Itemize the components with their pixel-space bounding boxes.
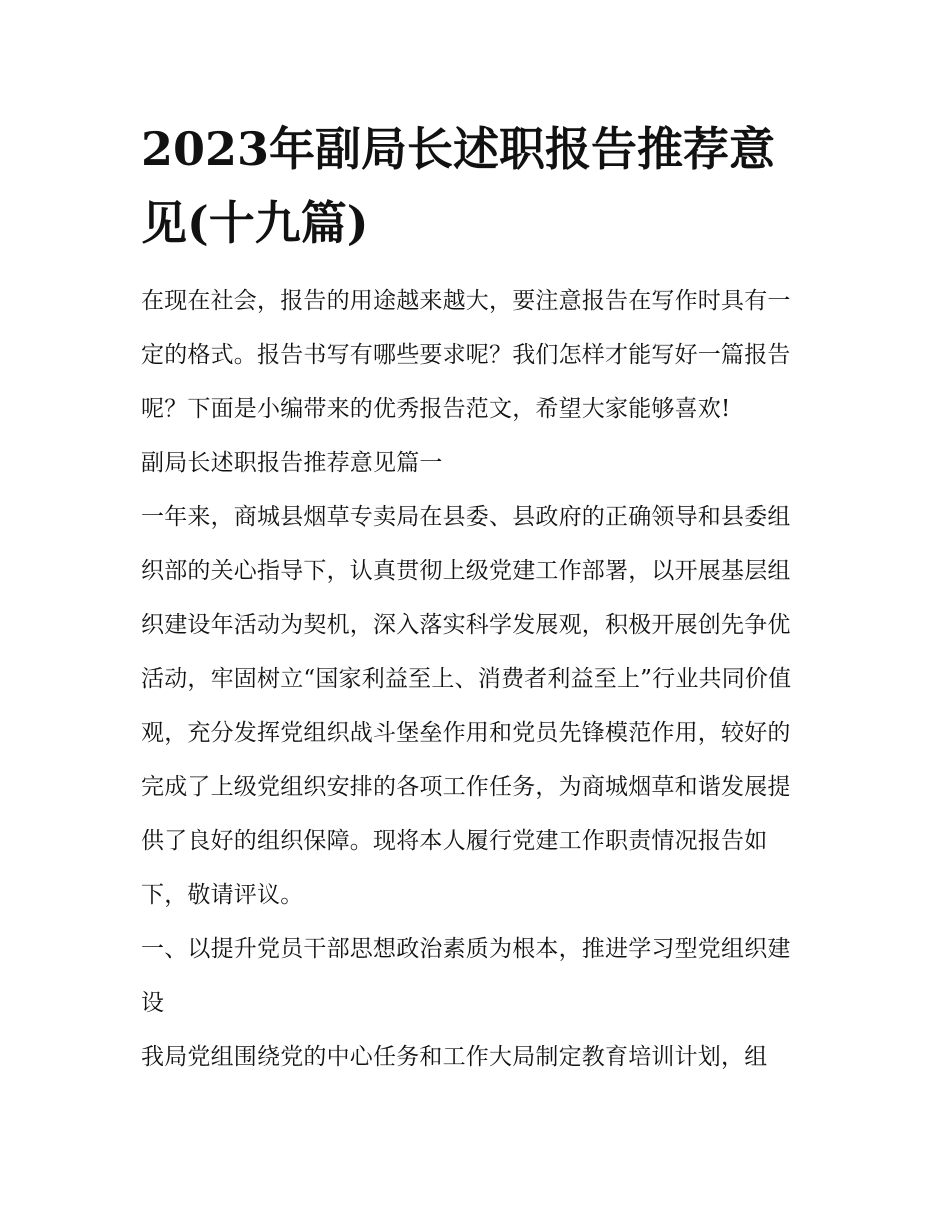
document-page [141,112,813,1084]
body-paragraph: 一年来，商城县烟草专卖局在县委、县政府的正确领导和县委组织部的关心指导下，认真贯彻上级党建工作部署，以开展基层组织建设年活动为契机，深入落实科学发展观，积极开展创先争优活动，牢固树立“国家利益至上、消费者利益至上”行业共同价值观，充分发挥党组织战斗堡垒作用和党员先锋模范作用，较好的完成了上级党组织安排的各项工作任务，为商城烟草和谐发展提供了良好的组织保障。现将本人履行党建工作职责情况报告如下，敬请评议。 [141,504,792,908]
subsection-heading: 一、以提升党员干部思想政治素质为根本，推进学习型党组织建设 [141,936,791,1016]
body-paragraph-continued: 我局党组围绕党的中心任务和工作大局制定教育培训计划，组 [141,1044,768,1070]
intro-paragraph: 在现在社会，报告的用途越来越大，要注意报告在写作时具有一定的格式。报告书写有哪些要求呢？我们怎样才能写好一篇报告呢？下面是小编带来的优秀报告范文，希望大家能够喜欢! [141,288,791,422]
section-heading: 副局长述职报告推荐意见篇一 [141,450,443,476]
document-title: 2023年副局长述职报告推荐意见(十九篇) [141,122,776,250]
